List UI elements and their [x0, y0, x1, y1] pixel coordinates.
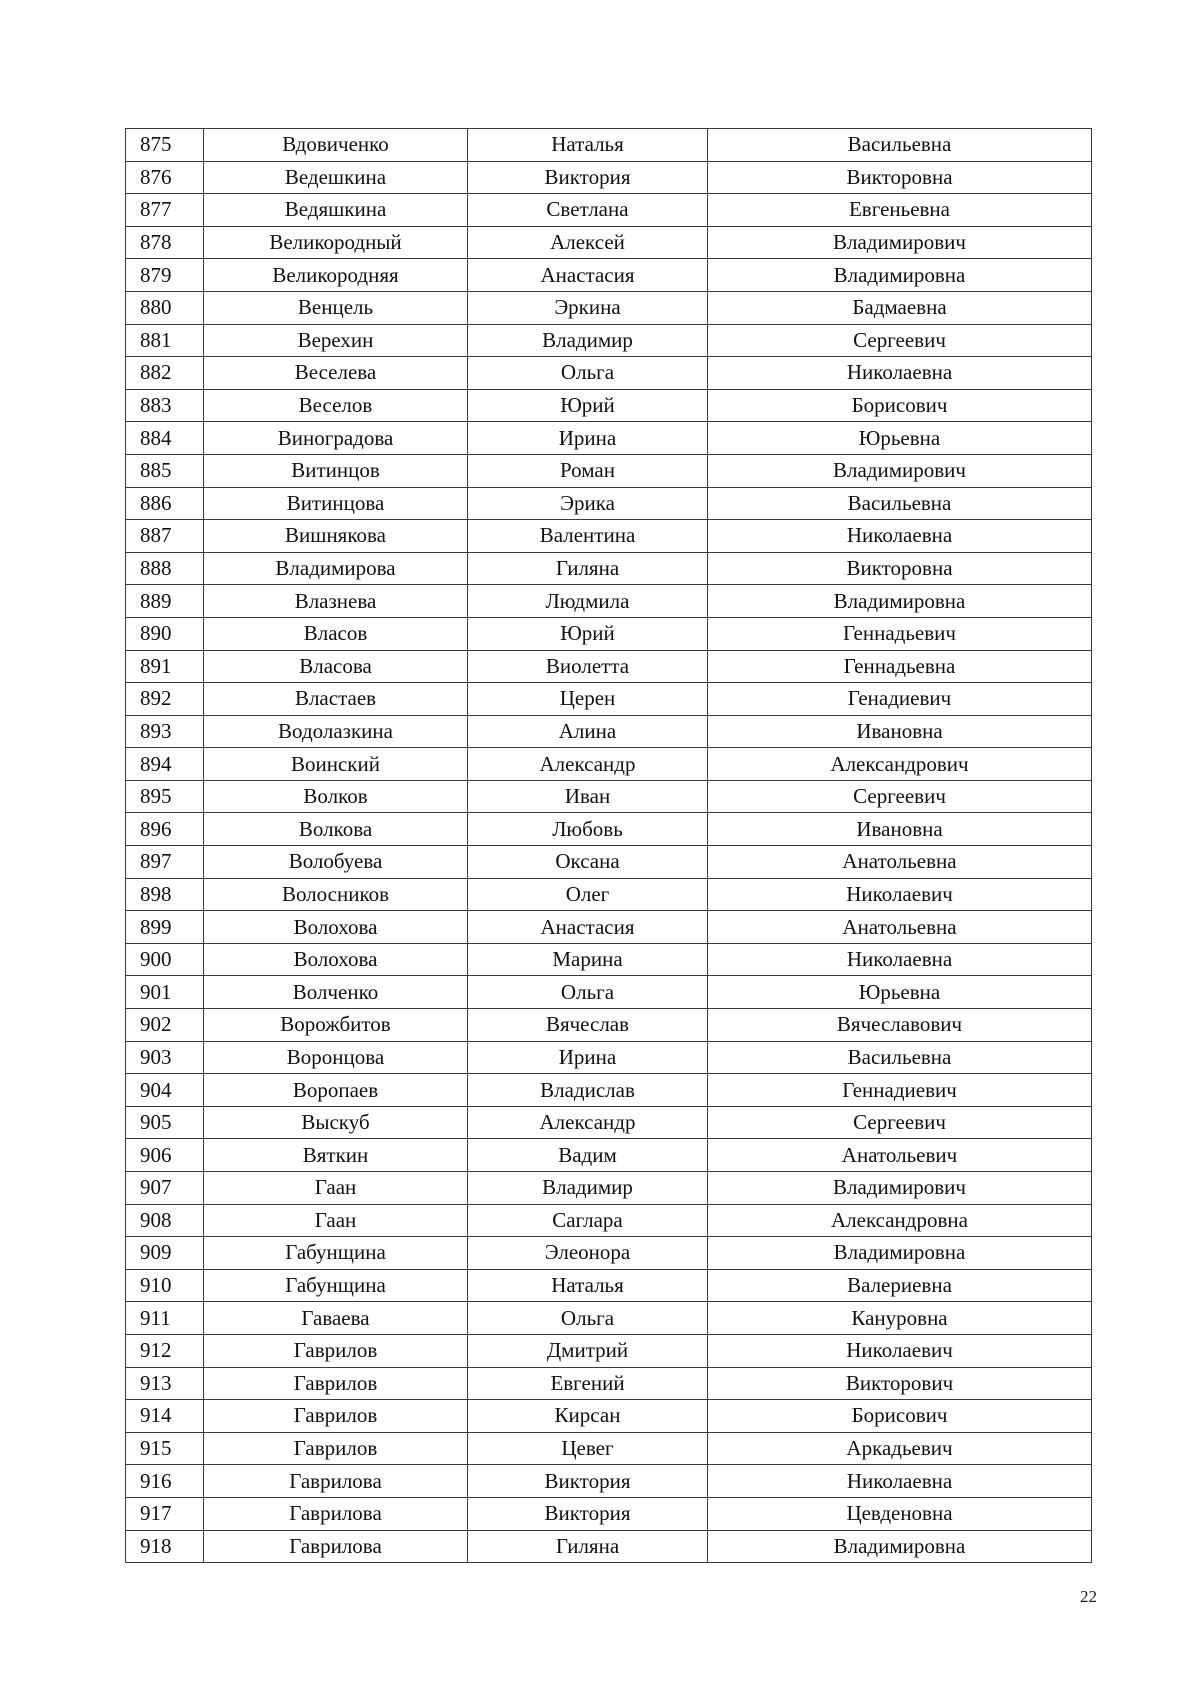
table-row: [126, 1237, 1092, 1270]
patronymic-cell: Геннадьевич: [708, 617, 1092, 650]
last-name-cell: Гаврилова: [204, 1465, 468, 1498]
row-number-cell: 909: [126, 1237, 204, 1270]
patronymic-cell: Борисович: [708, 389, 1092, 422]
table-row: [126, 617, 1092, 650]
last-name-cell: Гаан: [204, 1172, 468, 1205]
first-name-cell: Людмила: [468, 585, 708, 618]
page-number: 22: [1080, 1587, 1097, 1606]
last-name-cell: Вдовиченко: [204, 129, 468, 162]
last-name-cell: Верехин: [204, 324, 468, 357]
last-name-cell: Ведешкина: [204, 161, 468, 194]
last-name-cell: Гаврилов: [204, 1334, 468, 1367]
last-name-cell: Габунщина: [204, 1237, 468, 1270]
table-row: [126, 1334, 1092, 1367]
table-row: [126, 1400, 1092, 1433]
first-name-cell: Ольга: [468, 357, 708, 390]
first-name-cell: Саглара: [468, 1204, 708, 1237]
last-name-cell: Гаврилов: [204, 1367, 468, 1400]
table-row: [126, 1465, 1092, 1498]
row-number-cell: 912: [126, 1334, 204, 1367]
first-name-cell: Церен: [468, 683, 708, 716]
patronymic-cell: Аркадьевич: [708, 1432, 1092, 1465]
last-name-cell: Гаврилов: [204, 1432, 468, 1465]
row-number-cell: 917: [126, 1497, 204, 1530]
table-row: [126, 1074, 1092, 1107]
first-name-cell: Владимир: [468, 324, 708, 357]
table-row: [126, 454, 1092, 487]
first-name-cell: Олег: [468, 878, 708, 911]
first-name-cell: Дмитрий: [468, 1334, 708, 1367]
table-row: [126, 422, 1092, 455]
patronymic-cell: Геннадиевич: [708, 1074, 1092, 1107]
last-name-cell: Волков: [204, 780, 468, 813]
row-number-cell: 876: [126, 161, 204, 194]
table-row: [126, 976, 1092, 1009]
last-name-cell: Власова: [204, 650, 468, 683]
table-row: [126, 650, 1092, 683]
first-name-cell: Иван: [468, 780, 708, 813]
table-row: [126, 911, 1092, 944]
first-name-cell: Марина: [468, 943, 708, 976]
table-row: [126, 748, 1092, 781]
patronymic-cell: Евгеньевна: [708, 194, 1092, 227]
patronymic-cell: Александрович: [708, 748, 1092, 781]
last-name-cell: Влазнева: [204, 585, 468, 618]
table-row: [126, 129, 1092, 162]
last-name-cell: Витинцов: [204, 454, 468, 487]
row-number-cell: 908: [126, 1204, 204, 1237]
last-name-cell: Виноградова: [204, 422, 468, 455]
first-name-cell: Евгений: [468, 1367, 708, 1400]
first-name-cell: Владимир: [468, 1172, 708, 1205]
row-number-cell: 894: [126, 748, 204, 781]
patronymic-cell: Ивановна: [708, 813, 1092, 846]
first-name-cell: Вадим: [468, 1139, 708, 1172]
patronymic-cell: Юрьевна: [708, 422, 1092, 455]
first-name-cell: Ольга: [468, 976, 708, 1009]
table-row: [126, 1302, 1092, 1335]
last-name-cell: Волохова: [204, 911, 468, 944]
row-number-cell: 913: [126, 1367, 204, 1400]
first-name-cell: Любовь: [468, 813, 708, 846]
last-name-cell: Выскуб: [204, 1106, 468, 1139]
row-number-cell: 879: [126, 259, 204, 292]
row-number-cell: 893: [126, 715, 204, 748]
patronymic-cell: Анатольевна: [708, 846, 1092, 879]
patronymic-cell: Кануровна: [708, 1302, 1092, 1335]
table-row: [126, 357, 1092, 390]
row-number-cell: 890: [126, 617, 204, 650]
last-name-cell: Властаев: [204, 683, 468, 716]
patronymic-cell: Николаевич: [708, 878, 1092, 911]
first-name-cell: Анастасия: [468, 911, 708, 944]
name-roster-table: [125, 128, 1092, 1563]
table-row: [126, 585, 1092, 618]
patronymic-cell: Николаевна: [708, 1465, 1092, 1498]
table-row: [126, 1009, 1092, 1042]
first-name-cell: Светлана: [468, 194, 708, 227]
row-number-cell: 886: [126, 487, 204, 520]
first-name-cell: Алина: [468, 715, 708, 748]
patronymic-cell: Сергеевич: [708, 324, 1092, 357]
first-name-cell: Валентина: [468, 520, 708, 553]
first-name-cell: Виктория: [468, 161, 708, 194]
first-name-cell: Юрий: [468, 617, 708, 650]
first-name-cell: Александр: [468, 1106, 708, 1139]
table-row: [126, 1172, 1092, 1205]
last-name-cell: Власов: [204, 617, 468, 650]
last-name-cell: Ведяшкина: [204, 194, 468, 227]
first-name-cell: Владислав: [468, 1074, 708, 1107]
last-name-cell: Гаан: [204, 1204, 468, 1237]
last-name-cell: Великородный: [204, 226, 468, 259]
first-name-cell: Цевег: [468, 1432, 708, 1465]
last-name-cell: Волченко: [204, 976, 468, 1009]
patronymic-cell: Николаевич: [708, 1334, 1092, 1367]
table-row: [126, 1367, 1092, 1400]
table-row: [126, 813, 1092, 846]
row-number-cell: 906: [126, 1139, 204, 1172]
first-name-cell: Алексей: [468, 226, 708, 259]
last-name-cell: Волкова: [204, 813, 468, 846]
table-row: [126, 324, 1092, 357]
first-name-cell: Ирина: [468, 422, 708, 455]
row-number-cell: 914: [126, 1400, 204, 1433]
last-name-cell: Воинский: [204, 748, 468, 781]
patronymic-cell: Владимировна: [708, 1237, 1092, 1270]
patronymic-cell: Александровна: [708, 1204, 1092, 1237]
patronymic-cell: Николаевна: [708, 357, 1092, 390]
row-number-cell: 875: [126, 129, 204, 162]
patronymic-cell: Анатольевна: [708, 911, 1092, 944]
patronymic-cell: Владимирович: [708, 1172, 1092, 1205]
row-number-cell: 898: [126, 878, 204, 911]
patronymic-cell: Борисович: [708, 1400, 1092, 1433]
row-number-cell: 892: [126, 683, 204, 716]
patronymic-cell: Геннадьевна: [708, 650, 1092, 683]
patronymic-cell: Ивановна: [708, 715, 1092, 748]
last-name-cell: Венцель: [204, 291, 468, 324]
first-name-cell: Виолетта: [468, 650, 708, 683]
patronymic-cell: Владимировна: [708, 259, 1092, 292]
last-name-cell: Габунщина: [204, 1269, 468, 1302]
first-name-cell: Юрий: [468, 389, 708, 422]
row-number-cell: 884: [126, 422, 204, 455]
roster-body: [126, 129, 1092, 1563]
row-number-cell: 915: [126, 1432, 204, 1465]
table-row: [126, 161, 1092, 194]
row-number-cell: 877: [126, 194, 204, 227]
table-row: [126, 259, 1092, 292]
row-number-cell: 878: [126, 226, 204, 259]
row-number-cell: 901: [126, 976, 204, 1009]
last-name-cell: Вишнякова: [204, 520, 468, 553]
patronymic-cell: Сергеевич: [708, 780, 1092, 813]
last-name-cell: Волосников: [204, 878, 468, 911]
patronymic-cell: Владимировна: [708, 585, 1092, 618]
first-name-cell: Эрика: [468, 487, 708, 520]
patronymic-cell: Николаевна: [708, 943, 1092, 976]
table-row: [126, 943, 1092, 976]
row-number-cell: 899: [126, 911, 204, 944]
patronymic-cell: Васильевна: [708, 1041, 1092, 1074]
row-number-cell: 888: [126, 552, 204, 585]
last-name-cell: Витинцова: [204, 487, 468, 520]
patronymic-cell: Викторович: [708, 1367, 1092, 1400]
first-name-cell: Ирина: [468, 1041, 708, 1074]
first-name-cell: Виктория: [468, 1465, 708, 1498]
last-name-cell: Водолазкина: [204, 715, 468, 748]
last-name-cell: Гаваева: [204, 1302, 468, 1335]
row-number-cell: 883: [126, 389, 204, 422]
table-row: [126, 683, 1092, 716]
row-number-cell: 881: [126, 324, 204, 357]
table-row: [126, 226, 1092, 259]
first-name-cell: Александр: [468, 748, 708, 781]
row-number-cell: 895: [126, 780, 204, 813]
patronymic-cell: Николаевна: [708, 520, 1092, 553]
patronymic-cell: Сергеевич: [708, 1106, 1092, 1139]
patronymic-cell: Владимирович: [708, 226, 1092, 259]
first-name-cell: Роман: [468, 454, 708, 487]
first-name-cell: Наталья: [468, 129, 708, 162]
table-row: [126, 846, 1092, 879]
last-name-cell: Ворожбитов: [204, 1009, 468, 1042]
table-row: [126, 1139, 1092, 1172]
first-name-cell: Элеонора: [468, 1237, 708, 1270]
row-number-cell: 885: [126, 454, 204, 487]
table-row: [126, 1041, 1092, 1074]
row-number-cell: 907: [126, 1172, 204, 1205]
table-row: [126, 487, 1092, 520]
first-name-cell: Гиляна: [468, 552, 708, 585]
patronymic-cell: Викторовна: [708, 552, 1092, 585]
first-name-cell: Вячеслав: [468, 1009, 708, 1042]
row-number-cell: 891: [126, 650, 204, 683]
last-name-cell: Великородняя: [204, 259, 468, 292]
patronymic-cell: Валериевна: [708, 1269, 1092, 1302]
patronymic-cell: Васильевна: [708, 487, 1092, 520]
table-row: [126, 1269, 1092, 1302]
row-number-cell: 905: [126, 1106, 204, 1139]
last-name-cell: Гаврилов: [204, 1400, 468, 1433]
last-name-cell: Гаврилова: [204, 1497, 468, 1530]
first-name-cell: Виктория: [468, 1497, 708, 1530]
row-number-cell: 882: [126, 357, 204, 390]
table-row: [126, 1530, 1092, 1563]
table-row: [126, 194, 1092, 227]
row-number-cell: 904: [126, 1074, 204, 1107]
last-name-cell: Владимирова: [204, 552, 468, 585]
row-number-cell: 911: [126, 1302, 204, 1335]
first-name-cell: Ольга: [468, 1302, 708, 1335]
table-row: [126, 291, 1092, 324]
row-number-cell: 916: [126, 1465, 204, 1498]
last-name-cell: Воропаев: [204, 1074, 468, 1107]
table-row: [126, 878, 1092, 911]
last-name-cell: Волобуева: [204, 846, 468, 879]
patronymic-cell: Владимировна: [708, 1530, 1092, 1563]
row-number-cell: 910: [126, 1269, 204, 1302]
first-name-cell: Гиляна: [468, 1530, 708, 1563]
patronymic-cell: Цевденовна: [708, 1497, 1092, 1530]
table-row: [126, 520, 1092, 553]
table-row: [126, 1204, 1092, 1237]
last-name-cell: Воронцова: [204, 1041, 468, 1074]
row-number-cell: 889: [126, 585, 204, 618]
patronymic-cell: Владимирович: [708, 454, 1092, 487]
row-number-cell: 918: [126, 1530, 204, 1563]
table-row: [126, 1432, 1092, 1465]
last-name-cell: Гаврилова: [204, 1530, 468, 1563]
table-row: [126, 552, 1092, 585]
patronymic-cell: Генадиевич: [708, 683, 1092, 716]
first-name-cell: Кирсан: [468, 1400, 708, 1433]
first-name-cell: Анастасия: [468, 259, 708, 292]
last-name-cell: Веселева: [204, 357, 468, 390]
row-number-cell: 896: [126, 813, 204, 846]
patronymic-cell: Васильевна: [708, 129, 1092, 162]
first-name-cell: Наталья: [468, 1269, 708, 1302]
first-name-cell: Оксана: [468, 846, 708, 879]
table-row: [126, 780, 1092, 813]
patronymic-cell: Анатольевич: [708, 1139, 1092, 1172]
row-number-cell: 900: [126, 943, 204, 976]
table-row: [126, 1106, 1092, 1139]
last-name-cell: Волохова: [204, 943, 468, 976]
patronymic-cell: Юрьевна: [708, 976, 1092, 1009]
table-row: [126, 389, 1092, 422]
patronymic-cell: Бадмаевна: [708, 291, 1092, 324]
first-name-cell: Эркина: [468, 291, 708, 324]
row-number-cell: 903: [126, 1041, 204, 1074]
row-number-cell: 902: [126, 1009, 204, 1042]
table-row: [126, 715, 1092, 748]
patronymic-cell: Вячеславович: [708, 1009, 1092, 1042]
row-number-cell: 897: [126, 846, 204, 879]
row-number-cell: 887: [126, 520, 204, 553]
last-name-cell: Вяткин: [204, 1139, 468, 1172]
last-name-cell: Веселов: [204, 389, 468, 422]
table-row: [126, 1497, 1092, 1530]
row-number-cell: 880: [126, 291, 204, 324]
patronymic-cell: Викторовна: [708, 161, 1092, 194]
